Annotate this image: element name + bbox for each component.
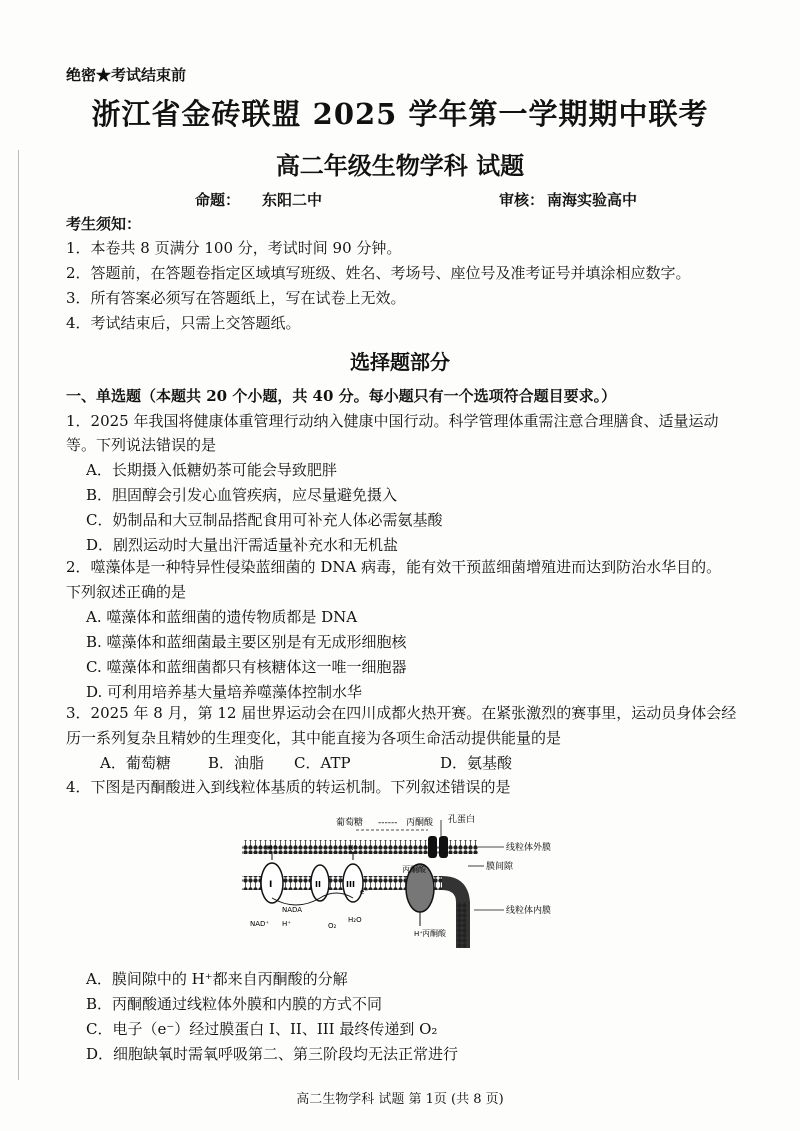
proton-label: H⁺ xyxy=(348,844,357,852)
question-2-stem: 下列叙述正确的是 xyxy=(66,583,187,601)
notice-item: 3．所有答案必须写在答题纸上，写在试卷上无效。 xyxy=(66,289,406,307)
section-title: 选择题部分 xyxy=(350,350,450,374)
question-2-option-b: B. 噬藻体和蓝细菌最主要区别是有无成形细胞核 xyxy=(86,633,407,651)
notice-heading: 考生须知： xyxy=(66,215,142,233)
porin-protein-shape xyxy=(439,836,448,858)
nadh-label: NADA xyxy=(282,906,303,914)
question-1-option-b: B．胆固醇会引发心血管疾病，应尽量避免摄入 xyxy=(86,486,398,504)
question-2-option-a: A. 噬藻体和蓝细菌的遗传物质都是 DNA xyxy=(86,608,358,626)
question-3-option-c: C．ATP xyxy=(294,754,351,772)
notice-item: 1．本卷共 8 页满分 100 分，考试时间 90 分钟。 xyxy=(66,239,402,257)
question-1-option-a: A．长期摄入低糖奶茶可能会导致肥胖 xyxy=(86,461,337,479)
notice-item: 4．考试结束后，只需上交答题纸。 xyxy=(66,314,301,332)
reviewer-name: 南海实验高中 xyxy=(547,191,638,209)
author-name: 东阳二中 xyxy=(262,191,323,209)
nad-label: NAD⁺ xyxy=(250,920,270,928)
exam-title: 浙江省金砖联盟 2025 学年第一学期期中联考 xyxy=(91,97,709,131)
complex-3-label: III xyxy=(346,880,355,889)
question-1-stem: 1．2025 年我国将健康体重管理行动纳入健康中国行动。科学管理体重需注意合理膳食、适量运动 xyxy=(66,412,719,430)
question-1-option-d: D．剧烈运动时大量出汗需适量补充水和无机盐 xyxy=(86,536,399,554)
exam-subtitle: 高二年级生物学科 试题 xyxy=(275,151,525,180)
inner-membrane-label: 线粒体内膜 xyxy=(506,906,552,916)
question-4-stem: 4．下图是丙酮酸进入到线粒体基质的转运机制。下列叙述错误的是 xyxy=(66,778,511,796)
pyruvate-inner-label: 丙酮酸 xyxy=(402,865,426,874)
complex-2-label: II xyxy=(315,880,321,889)
oxygen-label: O₂ xyxy=(328,922,337,930)
porin-label: 孔蛋白 xyxy=(448,815,476,825)
pyruvate-flow-label: ------ xyxy=(378,818,398,828)
notice-item: 2．答题前，在答题卷指定区域填写班级、姓名、考场号、座位号及准考证号并填涂相应数字。 xyxy=(66,264,691,282)
proton-label: H⁺ xyxy=(267,844,276,852)
complex-1-label: I xyxy=(269,880,273,890)
porin-protein-shape xyxy=(428,836,437,858)
question-1-option-c: C．奶制品和大豆制品搭配食用可补充人体必需氨基酸 xyxy=(86,511,443,529)
question-3-option-a: A．葡萄糖 xyxy=(100,754,171,772)
question-4-option-a: A．膜间隙中的 H⁺都来自丙酮酸的分解 xyxy=(86,970,348,988)
mitochondria-transport-diagram xyxy=(238,808,610,950)
intermembrane-label: 膜间隙 xyxy=(486,862,514,872)
proton-label: H⁺ xyxy=(414,930,423,938)
confidential-label: 绝密★考试结束前 xyxy=(66,66,187,84)
question-3-option-d: D．氨基酸 xyxy=(440,754,513,772)
question-4-option-c: C．电子（e⁻）经过膜蛋白 I、II、III 最终传递到 O₂ xyxy=(86,1020,438,1038)
proton-label: H⁺ xyxy=(282,920,291,928)
author-label: 命题： xyxy=(195,191,241,209)
outer-membrane-label: 线粒体外膜 xyxy=(506,843,552,853)
inner-membrane-vertical-shape xyxy=(456,902,470,948)
question-4-option-d: D．细胞缺氧时需氧呼吸第二、第三阶段均无法正常进行 xyxy=(86,1045,459,1063)
question-3-option-b: B．油脂 xyxy=(208,754,265,772)
binding-margin-line xyxy=(18,150,19,1080)
question-2-stem: 2．噬藻体是一种特异性侵染蓝细菌的 DNA 病毒，能有效干预蓝细菌增殖进而达到防治水华目的。 xyxy=(66,558,722,576)
question-2-option-c: C. 噬藻体和蓝细菌都只有核糖体这一唯一细胞器 xyxy=(86,658,407,676)
question-3-stem: 3．2025 年 8 月，第 12 届世界运动会在四川成都火热开赛。在紧张激烈的赛事里，运动员身体会经 xyxy=(66,704,737,722)
pyruvate-label: 丙酮酸 xyxy=(406,818,434,828)
part-heading: 一、单选题（本题共 20 个小题，共 40 分。每小题只有一个选项符合题目要求。） xyxy=(66,387,617,405)
question-2-option-d: D. 可利用培养基大量培养噬藻体控制水华 xyxy=(86,683,363,701)
question-4-option-b: B．丙酮酸通过线粒体外膜和内膜的方式不同 xyxy=(86,995,383,1013)
electron-label: e⁻ xyxy=(360,888,369,896)
water-label: H₂O xyxy=(348,916,362,924)
glucose-label: 葡萄糖 xyxy=(336,818,364,828)
pyruvate-matrix-label: 丙酮酸 xyxy=(422,929,446,938)
page-footer: 高二生物学科 试题 第 1页 (共 8 页) xyxy=(296,1092,504,1107)
question-3-stem: 历一系列复杂且精妙的生理变化，其中能直接为各项生命活动提供能量的是 xyxy=(66,729,562,747)
reviewer-label: 审核： xyxy=(499,191,545,209)
question-1-stem: 等。下列说法错误的是 xyxy=(66,436,217,454)
